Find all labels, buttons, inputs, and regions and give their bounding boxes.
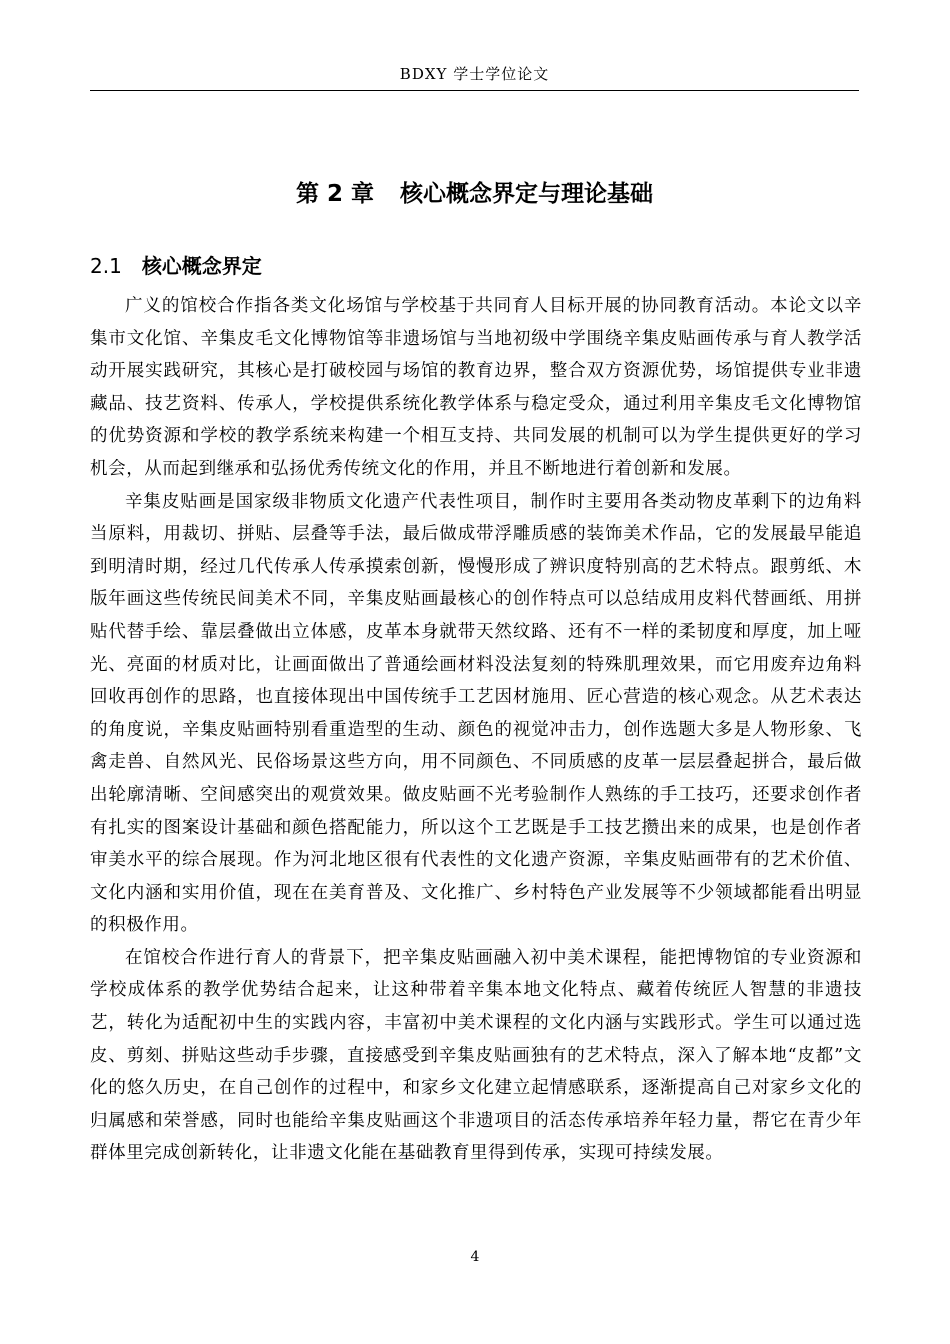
section-title: 核心概念界定: [141, 254, 262, 278]
paragraph-curriculum-integration: 在馆校合作进行育人的背景下，把辛集皮贴画融入初中美术课程，能把博物馆的专业资源和学校成体系的教学优势结合起来，让这种带着辛集本地文化特点、藏着传统匠人智慧的非遗技艺，转化为适配初中生的实践内容，丰富初中美术课程的文化内涵与实践形式。学生可以通过选皮、剪刻、拼贴这些动手步骤，直接感受到辛集皮贴画独有的艺术特点，深入了解本地“皮都”文化的悠久历史，在自己创作的过程中，和家乡文化建立起情感联系，逐渐提高自己对家乡文化的归属感和荣誉感，同时也能给辛集皮贴画这个非遗项目的活态传承培养年轻力量，帮它在青少年群体里完成创新转化，让非遗文化能在基础教育里得到传承，实现可持续发展。: [90, 947, 862, 1164]
section-heading: [90, 251, 262, 281]
chapter-title: [90, 177, 859, 211]
page-number: 4: [470, 1249, 480, 1265]
paragraph-xinji-leather-collage: 辛集皮贴画是国家级非物质文化遗产代表性项目，制作时主要用各类动物皮革剩下的边角料当原料，用裁切、拼贴、层叠等手法，最后做成带浮雕质感的装饰美术作品，它的发展最早能追到明清时期，经过几代传承人传承摸索创新，慢慢形成了辨识度特别高的艺术特点。跟剪纸、木版年画这些传统民间美术不同，辛集皮贴画最核心的创作特点可以总结成用皮料代替画纸、用拼贴代替手绘、靠层叠做出立体感，皮革本身就带天然纹路、还有不一样的柔韧度和厚度，加上哑光、亮面的材质对比，让画面做出了普通绘画材料没法复刻的特殊肌理效果，而它用废弃边角料回收再创作的思路，也直接体现出中国传统手工艺因材施用、匠心营造的核心观念。从艺术表达的角度说，辛集皮贴画特别看重造型的生动、颜色的视觉冲击力，创作选题大多是人物形象、飞禽走兽、自然风光、民俗场景这些方向，用不同颜色、不同质感的皮革一层层叠起拼合，最后做出轮廓清晰、空间感突出的观赏效果。做皮贴画不光考验制作人熟练的手工技巧，还要求创作者有扎实的图案设计基础和颜色搭配能力，所以这个工艺既是手工技艺攒出来的成果，也是创作者审美水平的综合展现。作为河北地区很有代表性的文化遗产资源，辛集皮贴画带有的艺术价值、文化内涵和实用价值，现在在美育普及、文化推广、乡村特色产业发展等不少领域都能看出明显的积极作用。: [90, 491, 862, 936]
section-number: 2.1: [90, 254, 122, 278]
body-text: [90, 290, 862, 1170]
chapter-number: 第 2 章: [295, 181, 375, 207]
chapter-title-text: 核心概念界定与理论基础: [400, 181, 654, 207]
paragraph-museum-school-cooperation: 广义的馆校合作指各类文化场馆与学校基于共同育人目标开展的协同教育活动。本论文以辛集市文化馆、辛集皮毛文化博物馆等非遗场馆与当地初级中学围绕辛集皮贴画传承与育人教学活动开展实践研究，其核心是打破校园与场馆的教育边界，整合双方资源优势，场馆提供专业非遗藏品、技艺资料、传承人，学校提供系统化教学体系与稳定受众，通过利用辛集皮毛文化博物馆的优势资源和学校的教学系统来构建一个相互支持、共同发展的机制可以为学生提供更好的学习机会，从而起到继承和弘扬优秀传统文化的作用，并且不断地进行着创新和发展。: [90, 296, 862, 479]
header-rule: [90, 90, 859, 91]
running-header: BDXY 学士学位论文: [399, 65, 550, 83]
